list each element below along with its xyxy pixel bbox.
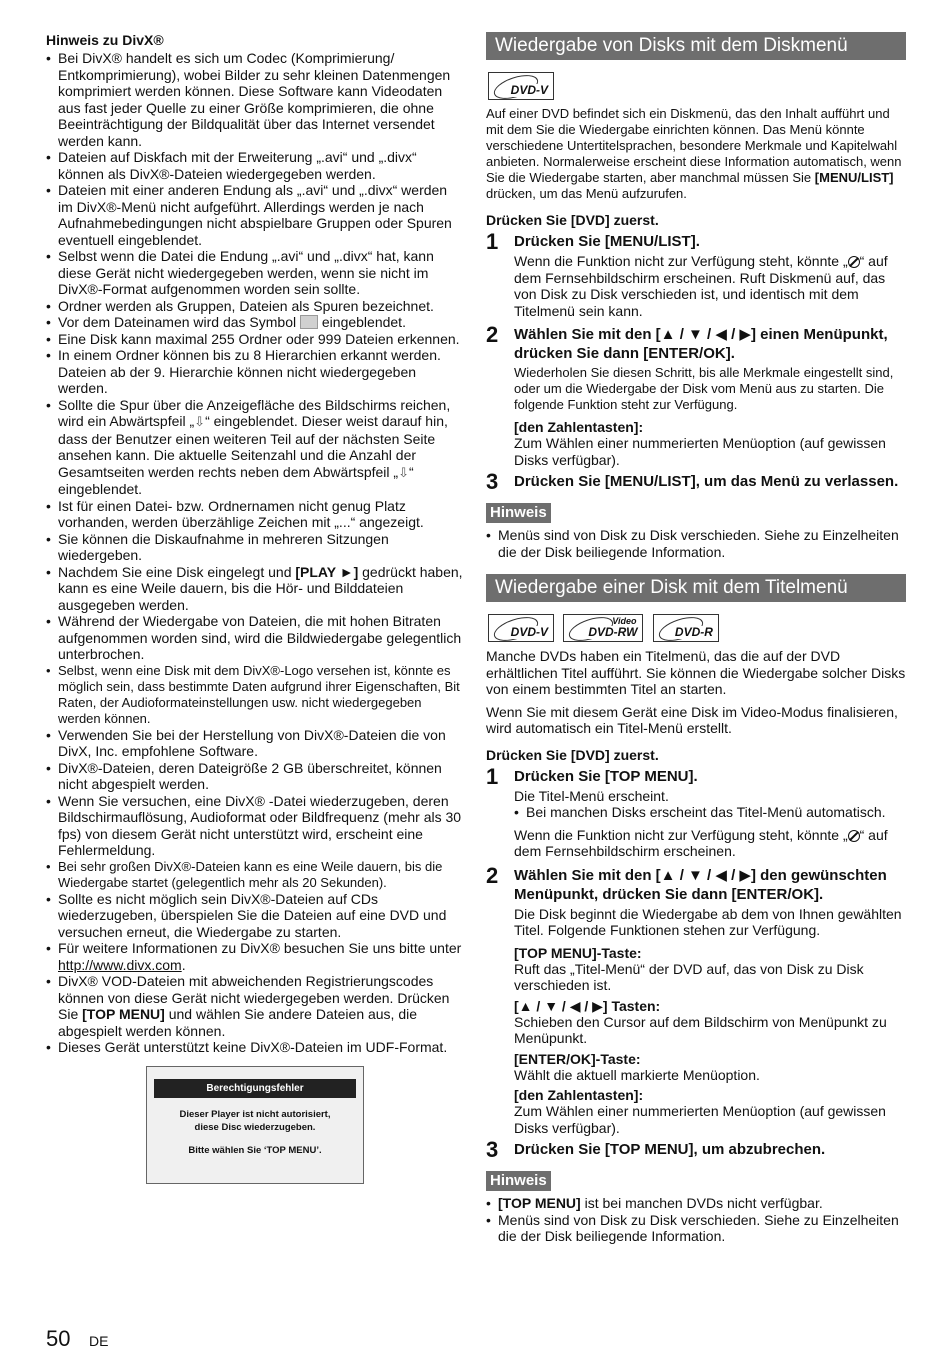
list-item: • Sollte es nicht möglich sein DivX®-Dateien auf CDs wiederzugeben, überspielen Sie die Dateien auf eine DVD und versuchen erneut, die Wiedergabe zu starten. bbox=[46, 891, 464, 941]
list-item bbox=[46, 314, 464, 331]
step-heading: Drücken Sie [TOP MENU], um abzubrechen. bbox=[514, 1141, 826, 1158]
step-description bbox=[514, 827, 906, 860]
sub-text: Zum Wählen einer nummerierten Menüoption (auf gewissen Disks verfügbar). bbox=[514, 435, 886, 468]
text: und wählen Sie andere Dateien aus, die abgespielt werden können. bbox=[58, 1006, 418, 1039]
text: Wenn die Funktion nicht zur Verfügung steht, könnte „ bbox=[514, 826, 848, 843]
list-item: • In einem Ordner können bis zu 8 Hierarchien erkannt werden. Dateien ab der 9. Hierarchie können nicht wiedergegeben werden. bbox=[46, 347, 464, 397]
list-item: • Wenn Sie versuchen, eine DivX® -Datei wiederzugeben, deren Bildschirmauflösung, Audioformat oder Bildfrequenz (mehr als 30 fps) von diesem Gerät nicht unterstützt wird, erscheint eine Fehlermeldung. bbox=[46, 793, 464, 859]
list-item bbox=[486, 1195, 906, 1212]
hinweis-list bbox=[486, 527, 906, 560]
text: “ eingeblendet. bbox=[58, 463, 414, 497]
sub-heading: [den Zahlentasten]: bbox=[514, 1087, 644, 1103]
step-description: Die Titel-Menü erscheint. bbox=[514, 787, 669, 804]
text: Nachdem Sie eine Disk eingelegt und bbox=[58, 563, 292, 580]
dialog-title: Berechtigungsfehler bbox=[154, 1079, 356, 1098]
list-item: • Dieses Gerät unterstützt keine DivX®-Dateien im UDF-Format. bbox=[46, 1039, 464, 1056]
step-number: 1 bbox=[486, 229, 499, 254]
down-arrow-icon: ⇩ bbox=[398, 464, 409, 480]
dvd-r-logo-icon: DVD-R bbox=[653, 614, 719, 642]
text: drücken, um das Menü aufzurufen. bbox=[486, 186, 687, 201]
menu-list-key-label: [MENU/LIST] bbox=[814, 170, 894, 185]
section-title-diskmenu: Wiedergabe von Disks mit dem Diskmenü bbox=[486, 32, 906, 60]
list-item: • Während der Wiedergabe von Dateien, die mit hohen Bitraten aufgenommen worden sind, wird die Bildwiedergabe gelegentlich unterbrochen. bbox=[46, 613, 464, 663]
sub-text: Ruft das „Titel-Menü“ der DVD auf, das von Disk zu Disk verschieden ist. bbox=[514, 960, 864, 993]
step-heading: Wählen Sie mit den [▲ / ▼ / ◀ / ▶] einen Menüpunkt, drücken Sie dann [ENTER/OK]. bbox=[514, 326, 888, 362]
dvd-rw-video-logo-icon: Video DVD-RW bbox=[563, 614, 643, 642]
list-item: • Selbst, wenn eine Disk mit dem DivX®-Logo versehen ist, könnte es möglich sein, dass bestimmte Daten aufgrund ihrer Eigenschaften, Bit Raten, der Audioformateinstellungen usw. nicht wiedergegeben werden können. bbox=[46, 663, 464, 727]
text: “ auf dem Fernsehbildschirm erscheinen. bbox=[514, 826, 888, 859]
down-arrow-icon: ⇩ bbox=[194, 414, 206, 429]
step-number: 2 bbox=[486, 862, 499, 888]
step-3 bbox=[486, 1137, 906, 1162]
section-intro: Wenn Sie mit diesem Gerät eine Disk im Video-Modus finalisieren, wird automatisch ein Titel-Menü erstellt. bbox=[486, 703, 898, 736]
dialog-body bbox=[154, 1108, 356, 1157]
list-item: • Ist für einen Datei- bzw. Ordnernamen nicht genug Platz vorhanden, werden überzählige Zeichen mit „...“ angezeigt. bbox=[46, 498, 464, 531]
step-heading: Drücken Sie [MENU/LIST]. bbox=[514, 233, 700, 250]
text: “ auf dem Fernsehbildschirm erscheinen. Ruft Diskmenü auf, das von Disk zu Disk verschieden ist, und identisch mit dem Titelmenü sein kann. bbox=[514, 253, 888, 319]
sub-heading: [TOP MENU]-Taste: bbox=[514, 944, 642, 961]
text: DivX® VOD-Dateien mit abweichenden Registrierungscodes können von diese Gerät nicht wiedergegeben werden. Drücken Sie bbox=[58, 973, 450, 1022]
step-1 bbox=[486, 763, 906, 860]
text: . bbox=[181, 956, 186, 973]
sub-heading: [▲ / ▼ / ◀ / ▶] Tasten: bbox=[514, 997, 661, 1014]
left-column bbox=[46, 32, 464, 1184]
section-intro bbox=[486, 106, 906, 202]
divx-link[interactable]: http://www.divx.com bbox=[58, 956, 182, 973]
text: ist bei manchen DVDs nicht verfügbar. bbox=[584, 1195, 823, 1211]
authorization-error-dialog bbox=[146, 1066, 364, 1184]
top-menu-key-label: [TOP MENU] bbox=[498, 1195, 581, 1211]
step-2 bbox=[486, 862, 906, 1137]
disc-logos bbox=[488, 614, 906, 644]
step-number: 2 bbox=[486, 322, 499, 347]
step-3 bbox=[486, 469, 906, 494]
section-intro: Manche DVDs haben ein Titelmenü, das die auf der DVD erhältlichen Titel aufführt. Sie können die Wiedergabe solcher Disks von einem bestimmten Titel an starten. bbox=[486, 648, 906, 697]
hinweis-list bbox=[486, 1195, 906, 1245]
list-item: • Dateien auf Diskfach mit der Erweiterung „.avi“ und „.divx“ können als DivX®-Dateien wiedergegeben werden. bbox=[46, 149, 464, 182]
hinweis-label: Hinweis bbox=[486, 1171, 551, 1191]
first-instruction: Drücken Sie [DVD] zuerst. bbox=[486, 212, 659, 228]
sub-heading: [den Zahlentasten]: bbox=[514, 419, 644, 435]
list-item bbox=[46, 940, 464, 973]
sub-text: Schieben den Cursor auf dem Bildschirm von Menüpunkt zu Menüpunkt. bbox=[514, 1013, 887, 1046]
step-heading: Drücken Sie [TOP MENU]. bbox=[514, 767, 698, 785]
dvd-v-logo-icon: DVD-V bbox=[488, 614, 554, 642]
dialog-line: Bitte wählen Sie ‘TOP MENU’. bbox=[188, 1144, 322, 1156]
sub-heading: [ENTER/OK]-Taste: bbox=[514, 1050, 641, 1067]
list-item: • DivX®-Dateien, deren Dateigröße 2 GB überschreitet, können nicht abgespielt werden. bbox=[46, 760, 464, 793]
step-1 bbox=[486, 229, 906, 319]
prohibited-icon bbox=[848, 830, 860, 842]
text: Auf einer DVD befindet sich ein Diskmenü, das den Inhalt aufführt und mit dem Sie die Wiedergabe einrichten können. Das Menü könnte verschiedene Untertitelsprachen, besondere Merkmale und Kapitelwahl anbieten. Normalerweise erscheint diese Information automatisch, wenn Sie die Wiedergabe starten, aber manchmal müssen Sie bbox=[486, 106, 902, 185]
step-number: 3 bbox=[486, 1137, 499, 1162]
step-description bbox=[514, 253, 906, 319]
step-2 bbox=[486, 322, 906, 468]
text: Wenn die Funktion nicht zur Verfügung steht, könnte „ bbox=[514, 253, 848, 269]
list-item bbox=[46, 564, 464, 614]
step-description: Die Disk beginnt die Wiedergabe ab dem von Ihnen gewählten Titel. Folgende Funktionen stehen zur Verfügung. bbox=[514, 905, 902, 938]
right-column bbox=[486, 32, 906, 1245]
folder-file-icon bbox=[300, 315, 318, 329]
step-heading: Wählen Sie mit den [▲ / ▼ / ◀ / ▶] den gewünschten Menüpunkt, drücken Sie dann [ENTER/OK]. bbox=[514, 866, 887, 903]
step-number: 1 bbox=[486, 763, 499, 789]
list-item: • Bei sehr großen DivX®-Dateien kann es eine Weile dauern, bis die Wiedergabe startet (gelegentlich mehr als 20 Sekunden). bbox=[46, 859, 464, 891]
dialog-line: diese Disc wiederzugeben. bbox=[194, 1121, 316, 1133]
list-item: • Eine Disk kann maximal 255 Ordner oder 999 Dateien erkennen. bbox=[46, 331, 464, 348]
list-item: • Sie können die Diskaufnahme in mehreren Sitzungen wiedergeben. bbox=[46, 531, 464, 564]
list-item: • Bei DivX® handelt es sich um Codec (Komprimierung/ Entkomprimierung), wobei Bilder zu sehr kleinen Datenmengen komprimiert werden können. Diese Software kann Videodaten aus fast jeder Quelle zu einer Größe komprimieren, die ohne Beeinträchtigung der Bildqualität über das Internet versendet werden kann. bbox=[46, 50, 464, 149]
list-item: • Verwenden Sie bei der Herstellung von DivX®-Dateien die von DivX, Inc. empfohlene Software. bbox=[46, 727, 464, 760]
list-item bbox=[46, 397, 464, 498]
divx-note-heading: Hinweis zu DivX® bbox=[46, 32, 164, 48]
dialog-line: Dieser Player ist nicht autorisiert, bbox=[179, 1108, 331, 1120]
list-item bbox=[46, 973, 464, 1039]
text: Für weitere Informationen zu DivX® besuchen Sie uns bitte unter bbox=[58, 940, 462, 956]
list-item: • Menüs sind von Disk zu Disk verschieden. Siehe zu Einzelheiten die der Disk beiliegende Information. bbox=[486, 1212, 906, 1245]
language-code: DE bbox=[89, 1333, 109, 1349]
list-item: • Bei manchen Disks erscheint das Titel-Menü automatisch. bbox=[514, 804, 906, 821]
text: gedrückt haben, kann es eine Weile dauern, bis die Hör- und Bilddateien ausgegeben werden. bbox=[58, 563, 463, 613]
step-heading: Drücken Sie [MENU/LIST], um das Menü zu verlassen. bbox=[514, 473, 899, 490]
step-description: Wiederholen Sie diesen Schritt, bis alle Merkmale eingestellt sind, oder um die Wiedergabe der Disk vom Menü aus zu starten. Die folgende Funktion steht zur Verfügung. bbox=[514, 365, 894, 412]
list-item: • Dateien mit einer anderen Endung als „.avi“ und „.divx“ werden im DivX®-Menü nicht aufgeführt. Allerdings werden je nach Aufnahmebedingungen nicht abspielbare Gruppen oder Spuren eventuell eingeblendet. bbox=[46, 182, 464, 248]
section-title-titlemenu: Wiedergabe einer Disk mit dem Titelmenü bbox=[486, 574, 906, 602]
text: “ eingeblendet. Dieser weist darauf hin, dass der Benutzer einen weiteren Teil auf der nächsten Seite ansehen kann. Die aktuelle Seitenzahl und die Anzahl der Gesamtseiten werden rechts neben dem Abwärtspfeil „ bbox=[58, 413, 448, 480]
top-menu-key-label: [TOP MENU] bbox=[82, 1006, 165, 1022]
step-bullets bbox=[514, 804, 906, 821]
disc-logos bbox=[488, 72, 906, 102]
page-number: 50 bbox=[46, 1326, 71, 1351]
first-instruction: Drücken Sie [DVD] zuerst. bbox=[486, 746, 659, 763]
sub-text: Wählt die aktuell markierte Menüoption. bbox=[514, 1066, 760, 1083]
list-item: • Ordner werden als Gruppen, Dateien als Spuren bezeichnet. bbox=[46, 298, 464, 315]
list-item: • Menüs sind von Disk zu Disk verschieden. Siehe zu Einzelheiten die der Disk beiliegende Information. bbox=[486, 527, 906, 560]
text: Vor dem Dateinamen wird das Symbol bbox=[58, 314, 297, 330]
dvd-v-logo-icon: DVD-V bbox=[488, 72, 554, 100]
prohibited-icon bbox=[848, 256, 860, 268]
divx-note-list bbox=[46, 50, 464, 1056]
hinweis-label: Hinweis bbox=[486, 503, 551, 523]
list-item: • Selbst wenn die Datei die Endung „.avi“ und „.divx“ hat, kann diese Gerät nicht wiedergegeben werden, wenn sie nicht im DivX®-Format aufgenommen worden sein sollte. bbox=[46, 248, 464, 298]
text: Sollte die Spur über die Anzeigefläche des Bildschirms reichen, wird ein Abwärtspfeil „ bbox=[58, 396, 451, 429]
sub-text: Zum Wählen einer nummerierten Menüoption (auf gewissen Disks verfügbar). bbox=[514, 1103, 886, 1136]
step-number: 3 bbox=[486, 469, 499, 494]
text: eingeblendet. bbox=[321, 314, 406, 330]
play-key-label: [PLAY ►] bbox=[295, 563, 359, 580]
